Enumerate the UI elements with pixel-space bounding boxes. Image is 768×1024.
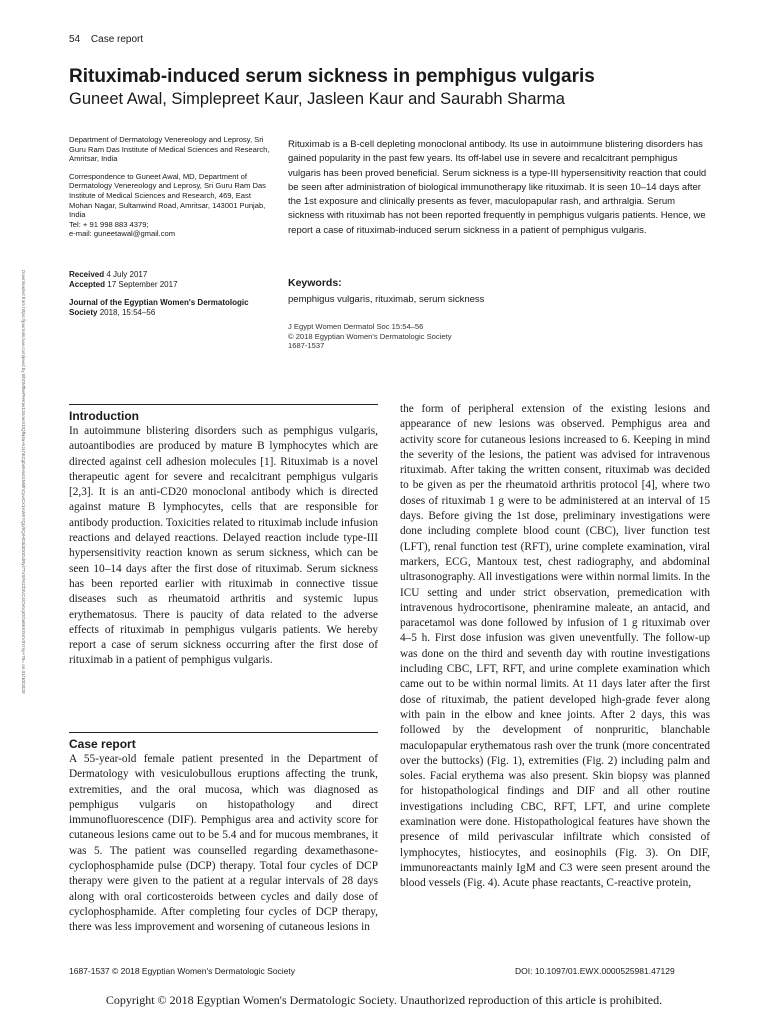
keywords-heading: Keywords: [288,277,342,289]
section-divider [69,732,378,733]
footer-doi: DOI: 10.1097/01.EWX.0000525981.47129 [515,966,675,976]
received-date: 4 July 2017 [106,270,148,279]
citation-block [288,322,588,351]
article-dates [69,270,275,290]
citation-line: J Egypt Women Dermatol Soc 15:54–56 [288,322,424,331]
keywords-block [288,277,712,305]
keywords-text: pemphigus vulgaris, rituximab, serum sickness [288,294,485,305]
case-report-text: A 55-year-old female patient presented in the Department of Dermatology with vesiculobullous eruptions affecting the trunk, extremities, and the oral mucosa, which was diagnosed as pemphigus vulgaris on histopathology and direct immunofluorescence (DIF). Pemphigus area and activity score for cutaneous lesions came out to be 5.4 and for mucous membranes, it was 5. The patient was counselled regarding dexamethasone-cyclophosphamide pulse (DCP) therapy. Total four cycles of DCP therapy were given to the patient at a regular intervals of 28 days along with oral corticosteroids between cycles and daily dose of cyclophosphamide. After completing four cycles of DCP therapy, there was less improvement and worsening of cutaneous lesions in [69,753,378,934]
section-label: Case report [90,34,144,45]
running-head [69,34,143,45]
download-watermark [21,270,34,740]
accepted-date: 17 September 2017 [107,280,178,289]
journal-name: Journal of the Egyptian Women's Dermatologic Society [69,298,249,317]
download-watermark-text: Downloaded from https://journals.lww.com/jewd by BhDMf5ePHKav1zEoum1tQfN4a+kJLhEZgbsIHo4XMi0hCywCX1AWnYQp/IlQrHD3i3D0OdRyi7TvSFl4Cf3VC4/OAVpDDa8KKGKV0Ymy+78= on 01/10/2020 [21,270,26,694]
article-title: Rituximab-induced serum sickness in pemphigus vulgaris [69,66,595,87]
affiliation-block [69,135,275,247]
accepted-label: Accepted [69,280,106,289]
case-report-section [69,736,378,936]
received-label: Received [69,270,105,279]
case-report-heading: Case report [69,737,136,751]
section-divider [69,404,378,405]
page-number: 54 [69,34,81,45]
citation-line: © 2018 Egyptian Women's Dermatologic Society [288,331,452,341]
abstract: Rituximab is a B-cell depleting monoclonal antibody. Its use in autoimmune blistering disorders has gained popularity in the past few years. Its off-label use in severe and recalcitrant pemphigus vulgaris has been proved beneficial. Serum sickness is a type-III hypersensitivity reaction that could be seen after administration of biological immunotherapy like rituximab. It is seen 10–14 days after the 1st exposure and clinically presents as fever, maculopapular rash, and arthralgia. Serum sickness with rituximab has not been reported frequently in pemphigus vulgaris patients. Hence, we report a case of rituximab-induced serum sickness in a patient of pemphigus vulgaris. [288,139,707,236]
correspondence [69,172,275,239]
introduction-heading: Introduction [69,409,139,423]
author-list: Guneet Awal, Simplepreet Kaur, Jasleen Kaur and Saurabh Sharma [69,90,565,108]
correspondence-address: Correspondence to Guneet Awal, MD, Department of Dermatology Venereology and Leprosy, Sri Guru Ram Das Institute of Medical Sciences and Research, 469, East Mohan Nagar, Sultanwind Road, Amritsar, 143001 Punjab, India [69,171,266,220]
copyright-notice: Copyright © 2018 Egyptian Women's Dermatologic Society. Unauthorized reproduction of this article is prohibited. [105,993,663,1007]
introduction-text: In autoimmune blistering disorders such as pemphigus vulgaris, autoantibodies are produced by mature B lymphocytes which are directed against cell adhesion molecules [1]. Rituximab is a novel therapeutic agent for severe and recalcitrant pemphigus vulgaris [2,3]. It is an anti-CD20 monoclonal antibody which is directed against mature B lymphocytes, cells that are responsible for antibody production. Toxicities related to rituximab include infusion reactions and delayed reactions. Delayed reaction include type-III hypersensitivity reaction known as serum sickness, which can be seen 10–14 days after the first dose of rituximab. Serum sickness has been reported earlier with rituximab in connective tissue diseases such as rheumatoid arthritis and systemic lupus erythematosus. There is paucity of data related to the adverse effects of rituximab in pemphigus vulgaris patients. We hereby report a case of serum sickness occurring after the first dose of rituximab in a patient of pemphigus vulgaris. [69,425,378,667]
journal-volume: 2018, 15:54–56 [99,308,156,317]
affiliation: Department of Dermatology Venereology and Leprosy, Sri Guru Ram Das Institute of Medical Sciences and Research, Amritsar, India [69,135,270,164]
journal-reference [69,298,275,318]
citation-line: 1687-1537 [288,341,325,351]
footer-issn: 1687-1537 © 2018 Egyptian Women's Dermatologic Society [69,966,296,976]
correspondence-tel: Tel: + 91 998 883 4379; [69,219,149,229]
correspondence-email: e-mail: guneetawal@gmail.com [69,229,176,239]
right-column-text: the form of peripheral extension of the existing lesions and appearance of new lesions was observed. Pemphigus area and activity score for cutaneous lesions increased to 6. Keeping in mind the severity of the lesions, the patient was advised for intravenous rituximab. After taking the written consent, rituximab was decided to be given as per the rheumatoid arthritis protocol [4], where two doses of rituximab 1 g were to be administered at an interval of 15 days. Before giving the 1st dose, preliminary investigations were done including complete blood count (CBC), liver function test (LFT), renal function test (RFT), urine complete examination, viral markers, ECG, Mantoux test, chest radiography, and abdominal ultrasonography. All investigations were within normal limits. In the ICU setting and under strict observation, premedication with intravenous hydrocortisone, pheniramine maleate, an antacid, and paracetamol was done followed by infusion of 1 g rituximab over 4–5 h. First dose infusion was given uneventfully. The follow-up was done on the third and seventh day with routine investigations including CBC, LFT, RFT, and urine complete examination which came out to be within normal limits. At 11 days later after the first dose of rituximab, the patient developed high-grade fever along with pain in the elbow and knee joints. After 2 days, this was followed by the development of nonpruritic, blanchable maculopapular erythematous rash over the trunk (more concentrated over the buttocks) (Fig. 1), extremities (Fig. 2) including palm and soles. Facial erythema was also present. Skin biopsy was planned for histopathological findings and DIF and all other routine investigations including CBC, RFT, LFT, and urine complete examination were done. Histopathological features have shown the presence of mild perivascular infiltrate which consisted of lymphocytes, histiocytes, and eosinophils (Fig. 3). On DIF, immunoreactants mainly IgM and C3 were seen present around the blood vessels (Fig. 4). Acute phase reactants, C-reactive protein, [400,403,710,890]
introduction-section [69,408,378,669]
